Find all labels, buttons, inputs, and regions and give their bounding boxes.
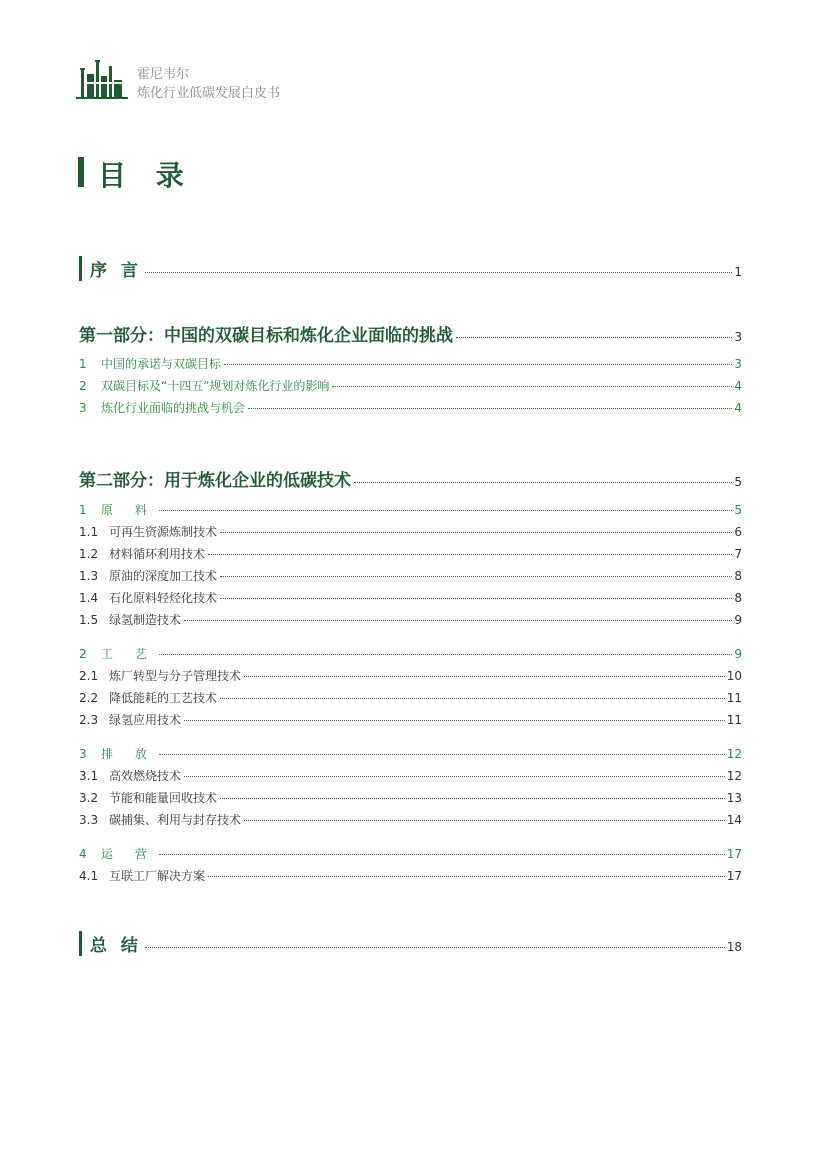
- toc-entry-1-3[interactable]: [79, 567, 742, 584]
- toc-entry-2-3[interactable]: [79, 711, 742, 728]
- toc-part2-title: 第二部分：用于炼化企业的低碳技术: [79, 471, 351, 491]
- toc-entry-part1-1[interactable]: [79, 355, 742, 372]
- toc-item-number: 3.2: [79, 791, 99, 805]
- toc-leader: [159, 510, 733, 511]
- toc-conclusion-label: 总 结: [79, 931, 142, 956]
- toc-item-number: 2.1: [79, 669, 99, 683]
- toc-item-number: 1.2: [79, 547, 99, 561]
- toc-entry-part2[interactable]: [79, 466, 742, 491]
- toc-page-number: 1: [734, 265, 742, 279]
- toc-leader: [159, 654, 733, 655]
- toc-item-text: 中国的承诺与双碳目标: [101, 357, 222, 371]
- toc-item-text: 材料循环利用技术: [109, 547, 206, 561]
- toc-item-text: 原 料: [101, 503, 156, 517]
- toc-leader: [184, 620, 732, 621]
- toc-item-text: 降低能耗的工艺技术: [109, 691, 218, 705]
- toc-leader: [220, 576, 732, 577]
- toc-page-number: 8: [734, 591, 742, 605]
- toc-entry-1-4[interactable]: [79, 589, 742, 606]
- toc-item-text: 节能和能量回收技术: [109, 791, 218, 805]
- toc-item-number: 1.3: [79, 569, 99, 583]
- toc-page-number: 9: [734, 613, 742, 627]
- toc-entry-1-2[interactable]: [79, 545, 742, 562]
- toc-item-text: 可再生资源炼制技术: [109, 525, 218, 539]
- toc-item-number: 1.1: [79, 525, 99, 539]
- toc-entry-3-2[interactable]: [79, 789, 742, 806]
- toc-leader: [248, 408, 732, 409]
- toc-leader: [184, 720, 725, 721]
- document-title: 炼化行业低碳发展白皮书: [137, 86, 281, 101]
- toc-item-number: 3.3: [79, 813, 99, 827]
- toc-leader: [145, 947, 725, 948]
- toc-page-number: 11: [726, 713, 742, 727]
- toc-entry-1-1[interactable]: [79, 523, 742, 540]
- toc-item-number: 2.3: [79, 713, 99, 727]
- toc-page-number: 6: [734, 525, 742, 539]
- toc-leader: [184, 776, 725, 777]
- toc-item-text: 高效燃烧技术: [109, 769, 182, 783]
- toc-entry-3-1[interactable]: [79, 767, 742, 784]
- refinery-logo-icon: [76, 58, 128, 100]
- toc-entry-3-3[interactable]: [79, 811, 742, 828]
- toc-item-number: 1.5: [79, 613, 99, 627]
- toc-page-number: 4: [734, 379, 742, 393]
- toc-page-number: 5: [734, 475, 742, 489]
- toc-section-process[interactable]: [79, 645, 742, 662]
- toc-entry-1-5[interactable]: [79, 611, 742, 628]
- toc-item-text: 运 营: [101, 847, 156, 861]
- toc-leader: [220, 698, 725, 699]
- toc-item-number: 2.2: [79, 691, 99, 705]
- toc-preface-label: 序 言: [79, 256, 142, 281]
- toc-leader: [354, 482, 732, 483]
- toc-page-number: 5: [734, 503, 742, 517]
- toc-leader: [244, 676, 725, 677]
- toc-item-text: 绿氢制造技术: [109, 613, 182, 627]
- toc-section-raw-materials[interactable]: [79, 501, 742, 518]
- toc-page-number: 17: [726, 869, 742, 883]
- toc-item-number: 3: [79, 401, 87, 415]
- toc-leader: [224, 364, 732, 365]
- toc-item-number: 1.4: [79, 591, 99, 605]
- toc-item-text: 原油的深度加工技术: [109, 569, 218, 583]
- toc-item-text: 碳捕集、利用与封存技术: [109, 813, 242, 827]
- toc-item-text: 工 艺: [101, 647, 156, 661]
- toc-entry-part1[interactable]: [79, 321, 742, 346]
- toc-item-number: 1: [79, 357, 87, 371]
- toc-section-emissions[interactable]: [79, 745, 742, 762]
- toc-page-number: 13: [726, 791, 742, 805]
- toc-item-text: 绿氢应用技术: [109, 713, 182, 727]
- toc-page-number: 4: [734, 401, 742, 415]
- toc-page-number: 12: [726, 769, 742, 783]
- toc-item-text: 石化原料轻烃化技术: [109, 591, 218, 605]
- toc-item-number: 3: [79, 747, 87, 761]
- toc-leader: [145, 272, 732, 273]
- toc-leader: [208, 876, 725, 877]
- toc-page-number: 8: [734, 569, 742, 583]
- toc-page-number: 9: [734, 647, 742, 661]
- toc-entry-4-1[interactable]: [79, 867, 742, 884]
- toc-item-number: 4: [79, 847, 87, 861]
- toc-page-number: 3: [734, 330, 742, 344]
- toc-leader: [159, 854, 725, 855]
- toc-leader: [220, 798, 725, 799]
- toc-page-number: 12: [726, 747, 742, 761]
- toc-leader: [456, 337, 732, 338]
- toc-item-number: 3.1: [79, 769, 99, 783]
- toc-entry-2-2[interactable]: [79, 689, 742, 706]
- toc-page-number: 17: [726, 847, 742, 861]
- toc-leader: [208, 554, 732, 555]
- toc-page-number: 3: [734, 357, 742, 371]
- toc-entry-2-1[interactable]: [79, 667, 742, 684]
- toc-entry-part1-3[interactable]: [79, 399, 742, 416]
- toc-item-text: 双碳目标及“十四五”规划对炼化行业的影响: [101, 379, 330, 393]
- toc-entry-conclusion[interactable]: [79, 931, 742, 956]
- toc-leader: [159, 754, 725, 755]
- toc-item-text: 炼厂转型与分子管理技术: [109, 669, 242, 683]
- title-accent-bar: [78, 157, 84, 187]
- toc-leader: [220, 532, 732, 533]
- toc-part1-title: 第一部分：中国的双碳目标和炼化企业面临的挑战: [79, 326, 453, 346]
- toc-leader: [244, 820, 725, 821]
- toc-entry-preface[interactable]: [79, 256, 742, 281]
- toc-entry-part1-2[interactable]: [79, 377, 742, 394]
- toc-page-number: 7: [734, 547, 742, 561]
- toc-item-number: 2: [79, 647, 87, 661]
- page-title: 目 录: [98, 159, 194, 192]
- toc-item-number: 2: [79, 379, 87, 393]
- toc-section-operations[interactable]: [79, 845, 742, 862]
- toc-leader: [220, 598, 732, 599]
- toc-item-text: 排 放: [101, 747, 156, 761]
- toc-item-number: 4.1: [79, 869, 99, 883]
- toc-page-number: 10: [726, 669, 742, 683]
- toc-item-number: 1: [79, 503, 87, 517]
- toc-page-number: 14: [726, 813, 742, 827]
- brand-name: 霍尼韦尔: [137, 67, 190, 82]
- toc-leader: [332, 386, 732, 387]
- toc-page-number: 18: [726, 940, 742, 954]
- toc-item-text: 互联工厂解决方案: [109, 869, 206, 883]
- toc-item-text: 炼化行业面临的挑战与机会: [101, 401, 246, 415]
- toc-page-number: 11: [726, 691, 742, 705]
